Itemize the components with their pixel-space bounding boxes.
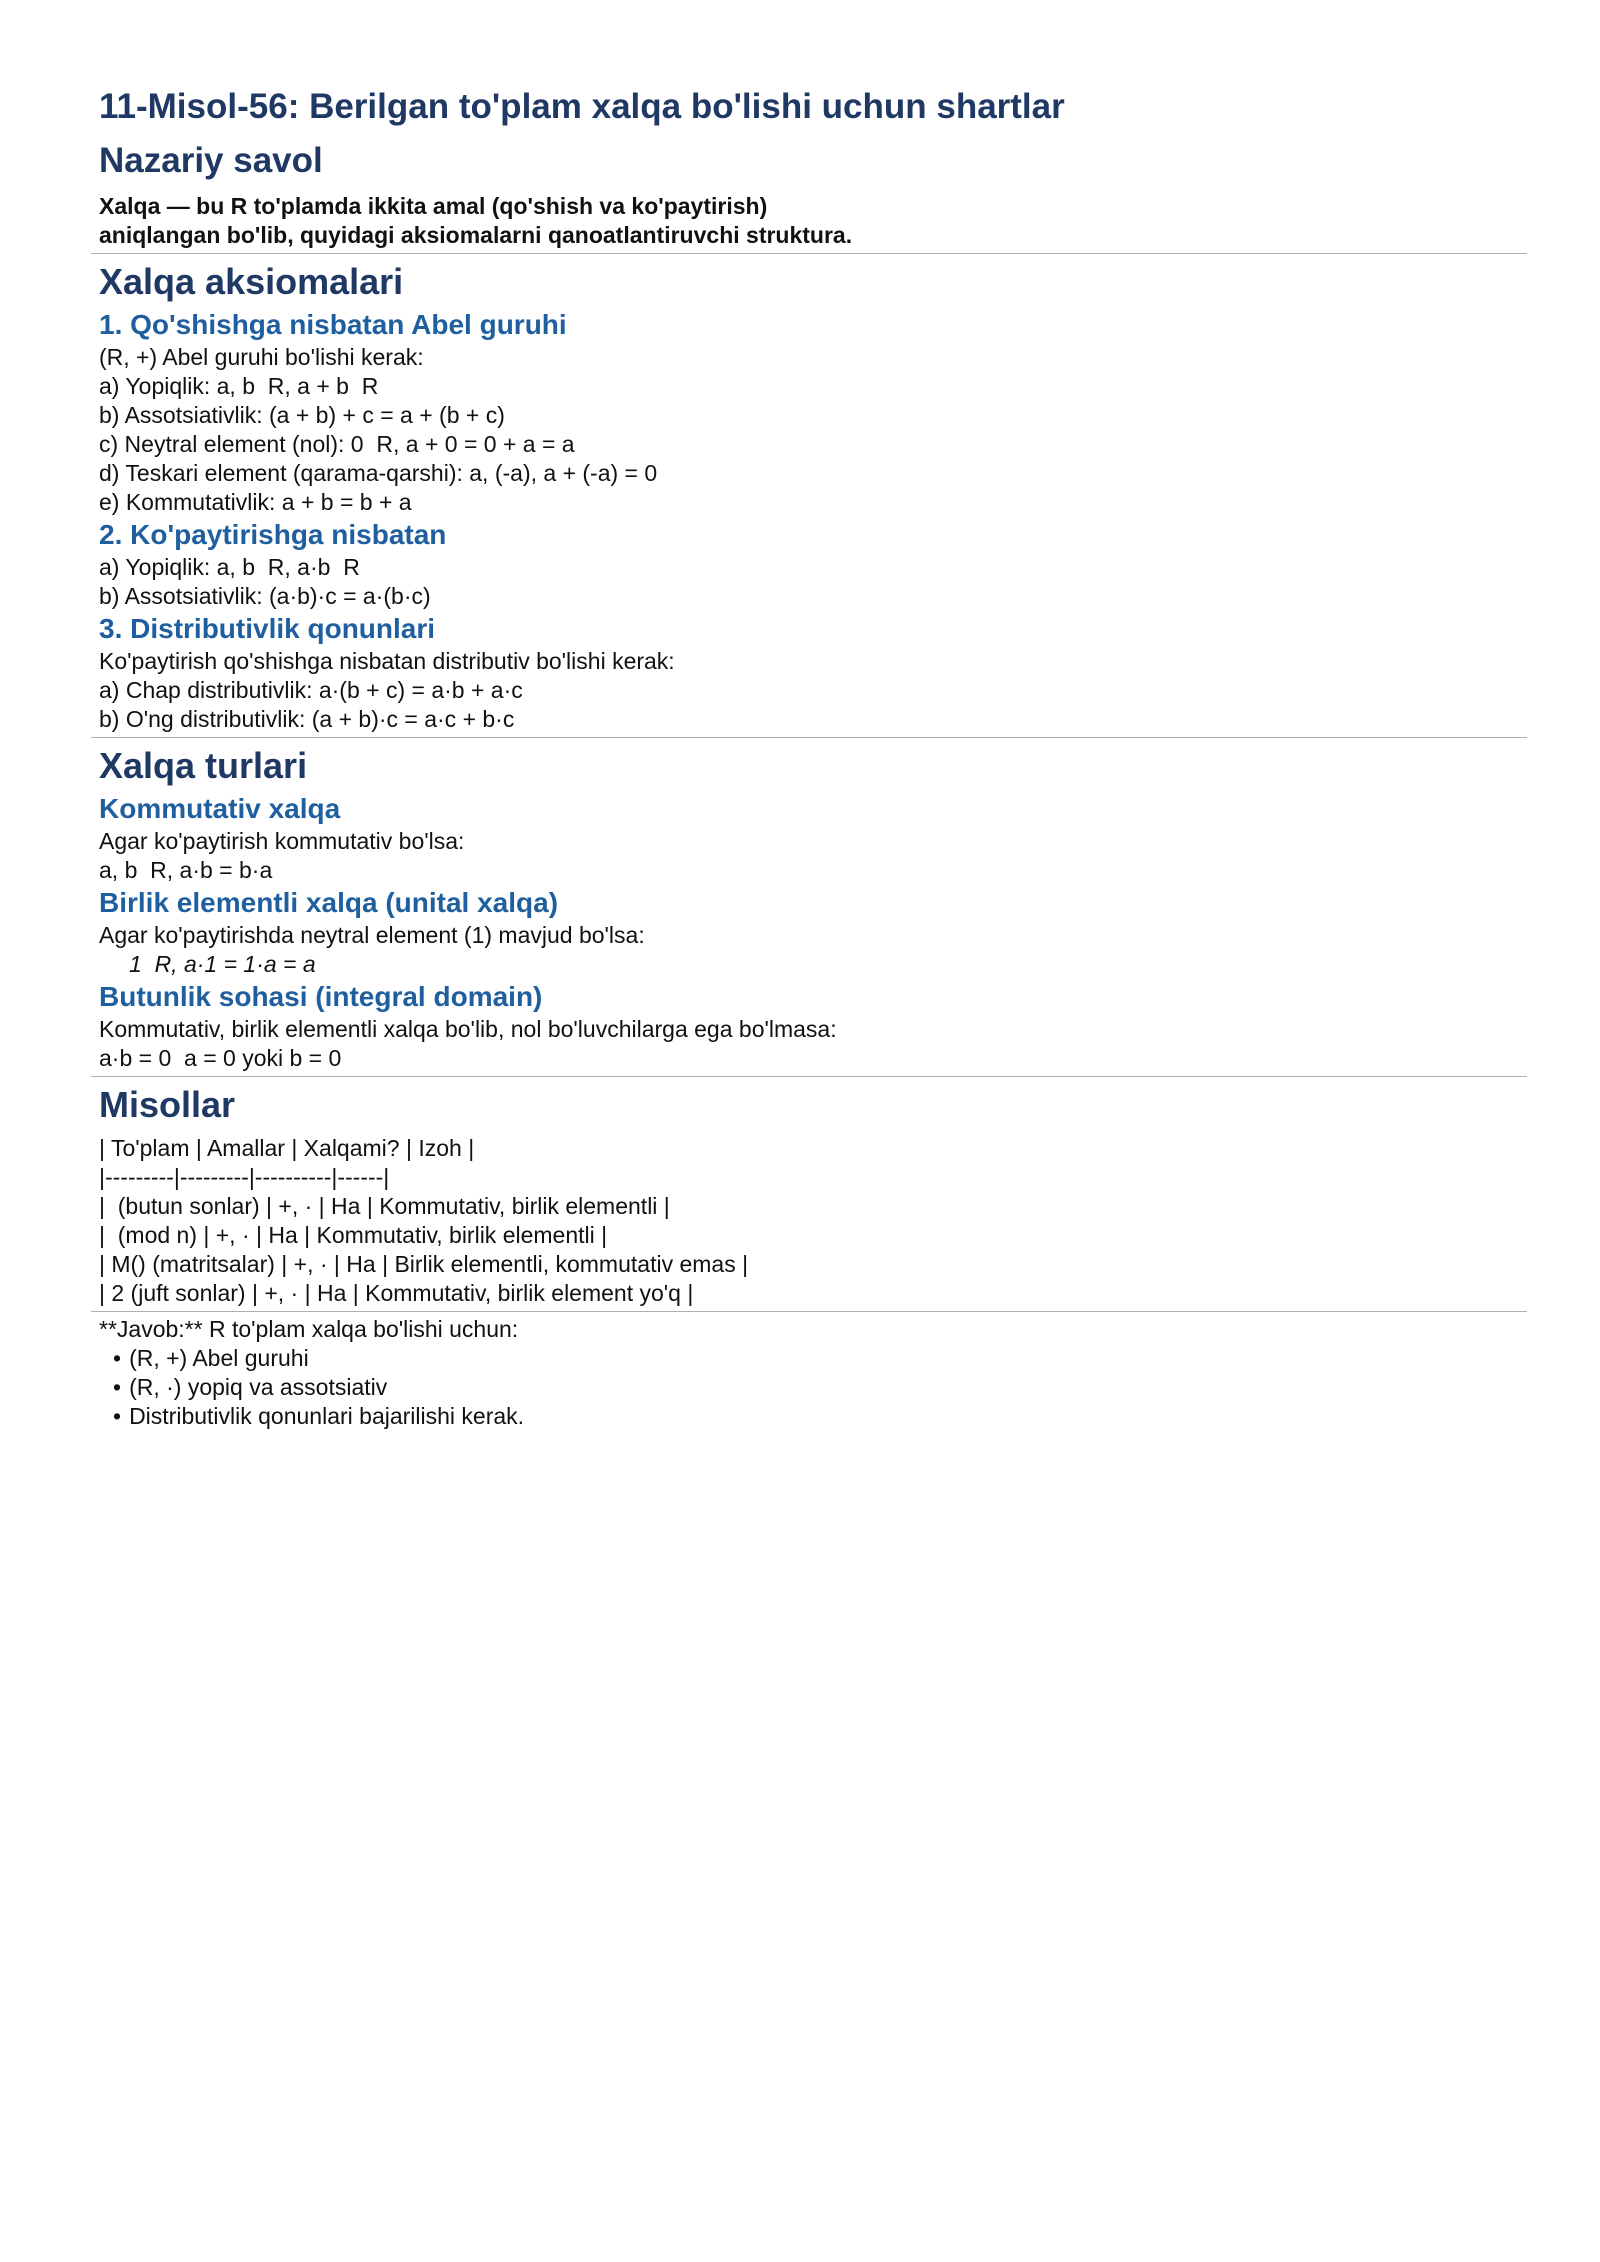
text-line: c) Neytral element (nol): 0 R, a + 0 = 0 + a = a (99, 431, 575, 457)
text-line: d) Teskari element (qarama-qarshi): a, (-a), a + (-a) = 0 (99, 460, 658, 486)
list-item: • (R, +) Abel guruhi (113, 1344, 1519, 1373)
text-line: b) Assotsiativlik: (a·b)·c = a·(b·c) (99, 583, 431, 609)
section-heading-types: Xalqa turlari (99, 745, 308, 786)
text-line: (R, +) Abel guruhi bo'lishi kerak: (99, 344, 424, 370)
text-line: Agar ko'paytirish kommutativ bo'lsa: (99, 828, 465, 854)
formula-line: 1 R, a·1 = 1·a = a (129, 951, 316, 977)
table-text-line: | (butun sonlar) | +, · | Ha | Kommutativ, birlik elementli | (99, 1193, 670, 1219)
subsection-heading-commutative: Kommutativ xalqa (99, 793, 341, 824)
page-title: 11-Misol-56: Berilgan to'plam xalqa bo'lishi uchun shartlar (99, 87, 1065, 126)
divider (91, 737, 1527, 738)
document-page (99, 80, 1519, 1431)
text-line: b) O'ng distributivlik: (a + b)·c = a·c + b·c (99, 706, 515, 732)
section-heading-axioms: Xalqa aksiomalari (99, 261, 404, 302)
table-text-line: | To'plam | Amallar | Xalqami? | Izoh | (99, 1135, 475, 1161)
text-line: a·b = 0 a = 0 yoki b = 0 (99, 1045, 342, 1071)
answer-line: **Javob:** R to'plam xalqa bo'lishi uchun: (99, 1316, 519, 1342)
page-subtitle: Nazariy savol (99, 141, 323, 180)
divider (91, 1076, 1527, 1077)
table-text-line: |---------|---------|----------|------| (99, 1164, 390, 1190)
list-item: • (R, ·) yopiq va assotsiativ (113, 1373, 1519, 1402)
subsection-heading-integral-domain: Butunlik sohasi (integral domain) (99, 981, 543, 1012)
list-item: • Distributivlik qonunlari bajarilishi kerak. (113, 1402, 1519, 1431)
divider (91, 1311, 1527, 1312)
intro-paragraph (99, 192, 1519, 250)
table-text-line: | M() (matritsalar) | +, · | Ha | Birlik elementli, kommutativ emas | (99, 1251, 749, 1277)
text-line: b) Assotsiativlik: (a + b) + c = a + (b + c) (99, 402, 505, 428)
text-line: a) Chap distributivlik: a·(b + c) = a·b + a·c (99, 677, 523, 703)
subsection-heading-distributivity: 3. Distributivlik qonunlari (99, 613, 436, 644)
subsection-heading-abel: 1. Qo'shishga nisbatan Abel guruhi (99, 309, 567, 340)
text-line: e) Kommutativlik: a + b = b + a (99, 489, 412, 515)
text-line: Ko'paytirish qo'shishga nisbatan distributiv bo'lishi kerak: (99, 648, 675, 674)
intro-line: Xalqa — bu R to'plamda ikkita amal (qo'shish va ko'paytirish) (99, 193, 768, 219)
text-line: a, b R, a·b = b·a (99, 857, 273, 883)
intro-line: aniqlangan bo'lib, quyidagi aksiomalarni qanoatlantiruvchi struktura. (99, 222, 853, 248)
section-heading-examples: Misollar (99, 1084, 236, 1125)
answer-list (99, 1344, 1519, 1431)
table-text-line: | (mod n) | +, · | Ha | Kommutativ, birlik elementli | (99, 1222, 608, 1248)
subsection-heading-multiplication: 2. Ko'paytirishga nisbatan (99, 519, 447, 550)
text-line: a) Yopiqlik: a, b R, a·b R (99, 554, 360, 580)
text-line: a) Yopiqlik: a, b R, a + b R (99, 373, 379, 399)
divider (91, 253, 1527, 254)
text-line: Kommutativ, birlik elementli xalqa bo'lib, nol bo'luvchilarga ega bo'lmasa: (99, 1016, 837, 1042)
subsection-heading-unital: Birlik elementli xalqa (unital xalqa) (99, 887, 559, 918)
text-line: Agar ko'paytirishda neytral element (1) mavjud bo'lsa: (99, 922, 645, 948)
table-text-line: | 2 (juft sonlar) | +, · | Ha | Kommutativ, birlik element yo'q | (99, 1280, 694, 1306)
